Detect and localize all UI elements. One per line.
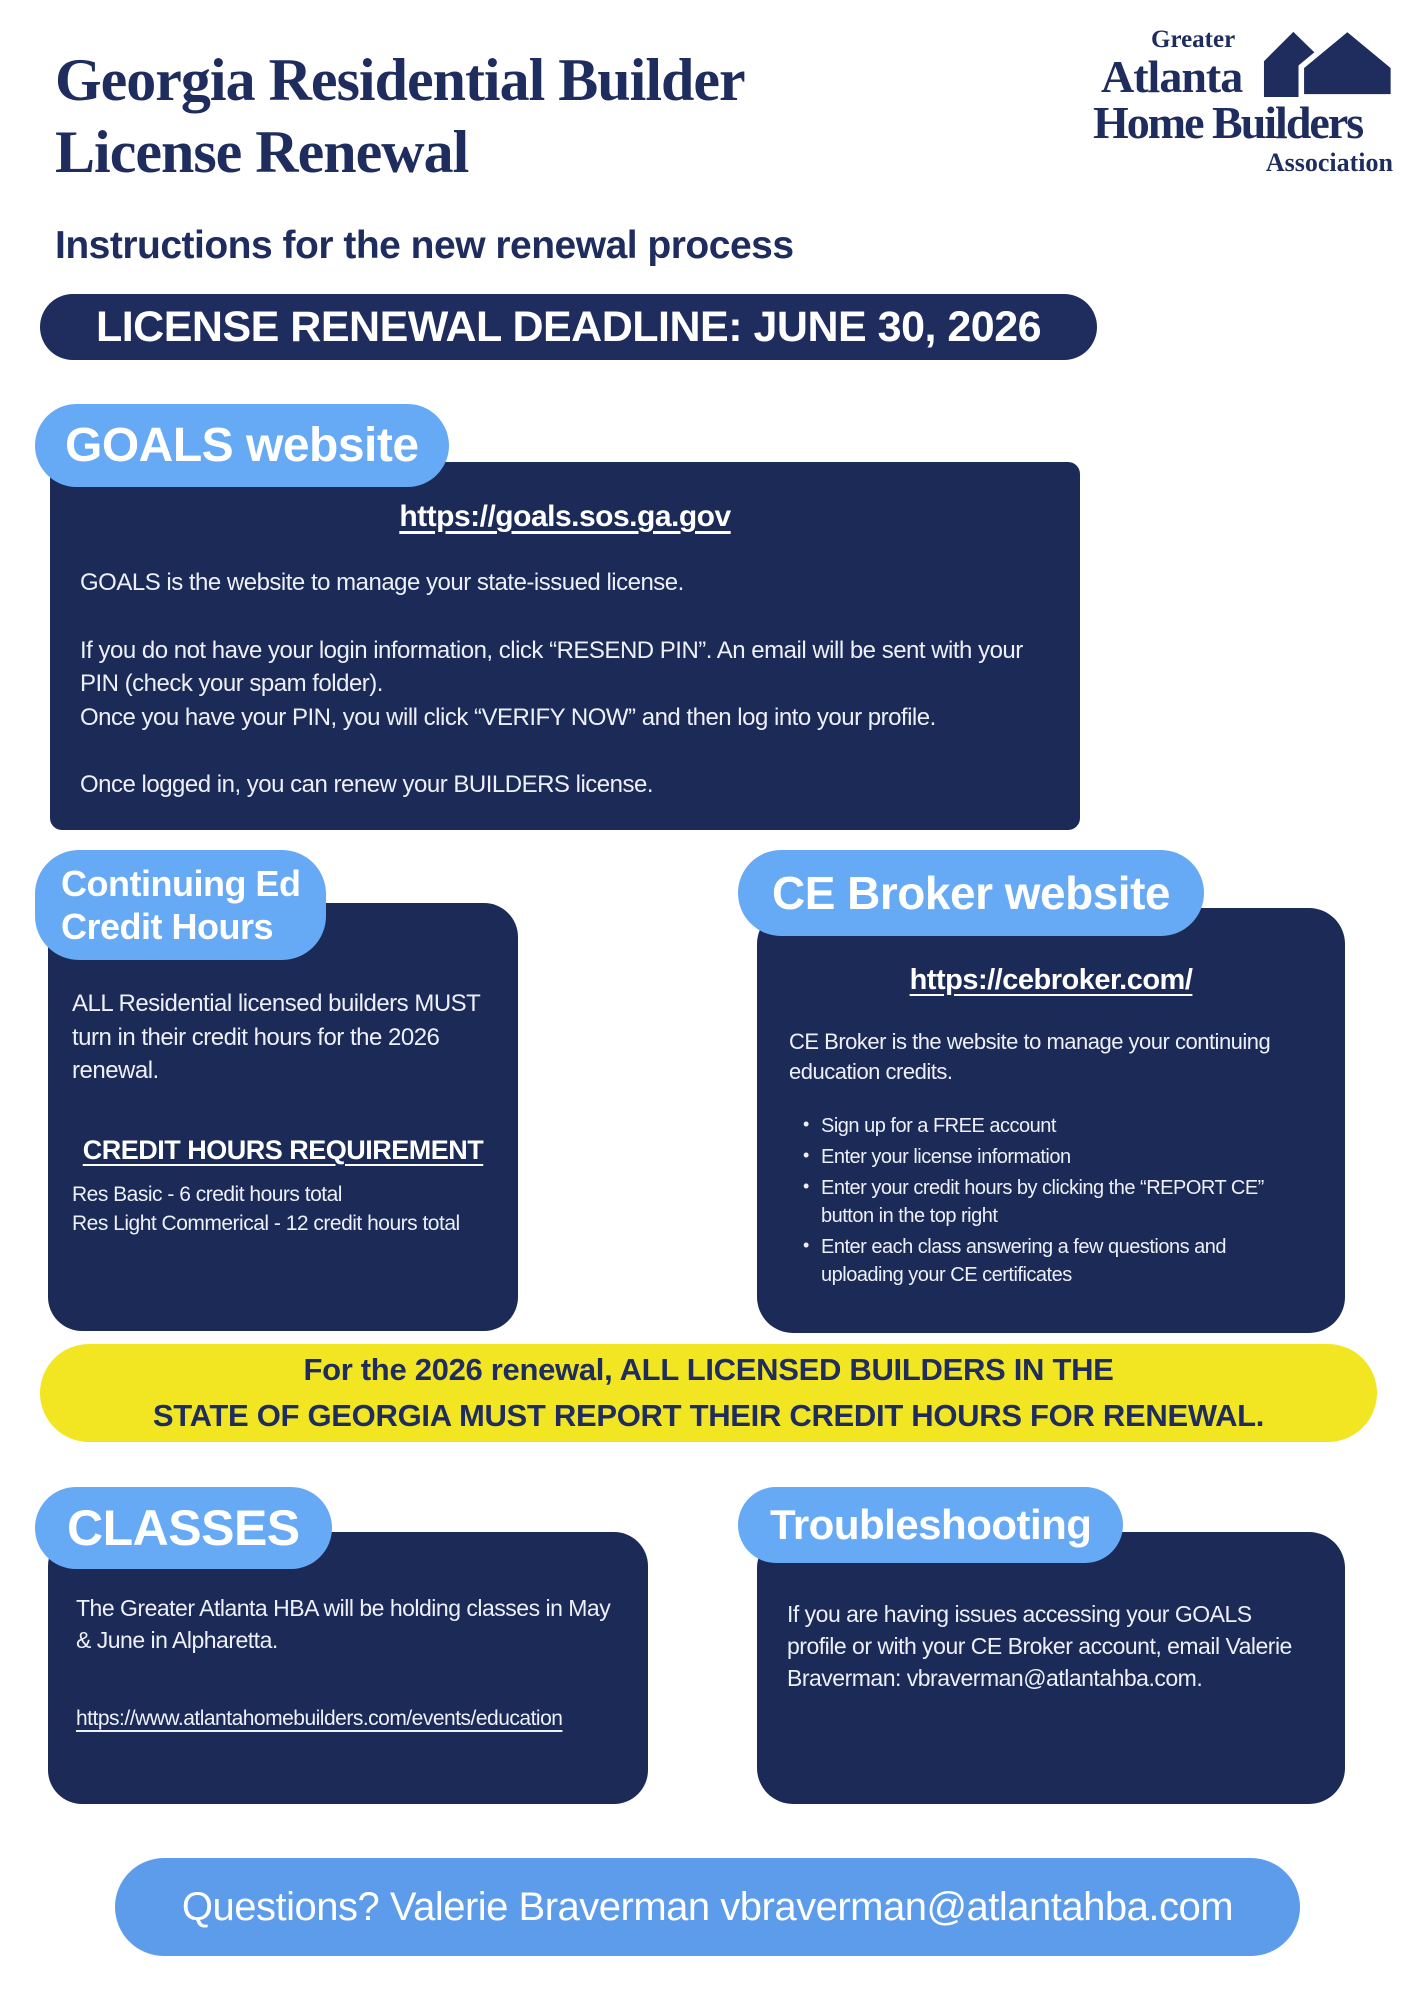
classes-education-link[interactable]: https://www.atlantahomebuilders.com/events/education [76,1707,563,1731]
troubleshooting-pill-label: Troubleshooting [770,1501,1092,1548]
contact-footer-pill [115,1858,1300,1956]
credit-hours-requirement-heading: CREDIT HOURS REQUIREMENT [82,1134,484,1165]
list-item: • Sign up for a FREE account [803,1112,1313,1140]
deadline-banner-text: LICENSE RENEWAL DEADLINE: JUNE 30, 2026 [95,302,1042,351]
ce-broker-pill-label: CE Broker website [772,867,1170,919]
troubleshooting-section-pill [738,1487,1123,1563]
classes-intro: The Greater Atlanta HBA will be holding classes in May & June in Alpharetta. [76,1595,611,1654]
contact-footer-text: Questions? Valerie Braverman vbraverman@atlantahba.com [181,1884,1234,1929]
twin-houses-icon [1260,24,1395,100]
continuing-ed-pill-line1: Continuing Ed [61,863,301,904]
ce-broker-steps-list [789,1112,1313,1289]
ce-broker-section-box [757,908,1345,1333]
ce-broker-section-pill [738,850,1204,936]
ce-broker-intro: CE Broker is the website to manage your continuing education credits. [789,1028,1271,1085]
list-item: • Enter your credit hours by clicking the “REPORT CE” button in the top right [803,1174,1313,1230]
continuing-ed-section-pill [35,850,326,960]
goals-paragraph-4: Once logged in, you can renew your BUILDERS license. [80,771,653,799]
goals-url-link[interactable]: https://goals.sos.ga.gov [399,500,731,533]
goals-section-pill [35,404,449,487]
credit-hours-requirement-list [72,1180,494,1239]
goals-pill-label: GOALS website [65,419,419,472]
troubleshooting-section-box [757,1532,1345,1804]
classes-section-pill [35,1487,332,1569]
list-item: • Enter your license information [803,1143,1313,1171]
renewal-notice-line2: STATE OF GEORGIA MUST REPORT THEIR CREDIT HOURS FOR RENEWAL. [152,1398,1265,1433]
logo-text-home-builders: Home Builders [1093,97,1363,148]
goals-paragraph-2: If you do not have your login information, click “RESEND PIN”. An email will be sent with your PIN (check your spam folder). [80,636,1023,698]
goals-section-box [50,462,1080,830]
logo-text-atlanta: Atlanta [1101,51,1243,102]
list-item: Res Light Commerical - 12 credit hours total [72,1211,460,1235]
page-subtitle: Instructions for the new renewal process [55,224,794,267]
list-item: Res Basic - 6 credit hours total [72,1182,342,1206]
renewal-notice-banner [40,1344,1377,1442]
goals-paragraph-3: Once you have your PIN, you will click “VERIFY NOW” and then log into your profile. [80,703,936,731]
list-item: • Enter each class answering a few questions and uploading your CE certificates [803,1233,1313,1289]
classes-section-box [48,1532,648,1804]
page-title [55,44,745,188]
gahba-logo [1093,26,1395,198]
continuing-ed-intro: ALL Residential licensed builders MUST turn in their credit hours for the 2026 renewal. [72,990,480,1085]
page-title-line1: Georgia Residential Builder [55,47,745,114]
goals-paragraph-1: GOALS is the website to manage your state-issued license. [80,569,684,596]
page-title-line2: License Renewal [55,119,469,186]
classes-pill-label: CLASSES [67,1500,300,1556]
logo-text-association: Association [1265,148,1393,177]
ce-broker-url-link[interactable]: https://cebroker.com/ [909,964,1193,996]
continuing-ed-pill-line2: Credit Hours [61,906,274,948]
deadline-banner [40,294,1097,360]
troubleshooting-body: If you are having issues accessing your GOALS profile or with your CE Broker account, email Valerie Braverman: vbraverman@atlantahba.com. [787,1601,1292,1692]
continuing-ed-section-box [48,903,518,1331]
renewal-notice-line1: For the 2026 renewal, ALL LICENSED BUILDERS IN THE [303,1351,1114,1387]
logo-text-greater: Greater [1151,26,1236,53]
